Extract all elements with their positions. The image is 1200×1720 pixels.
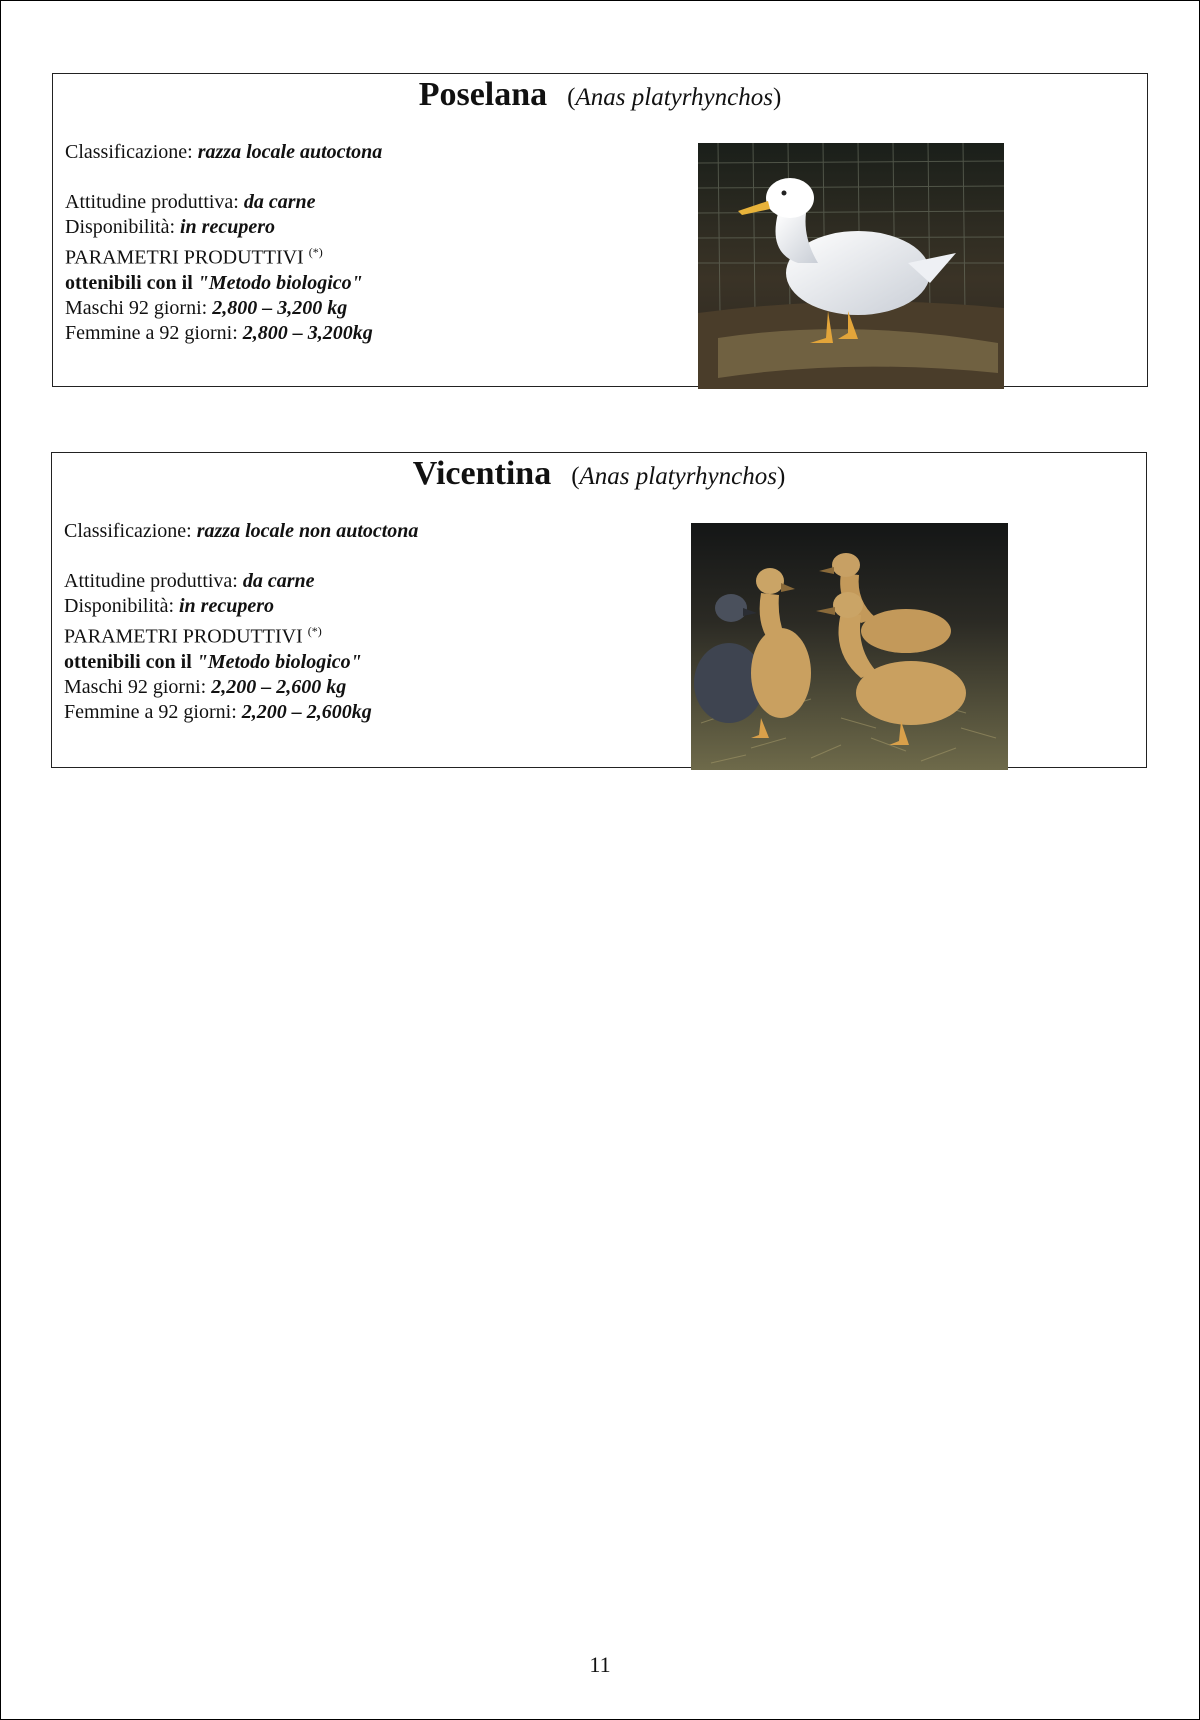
parametri-note: (*) [308, 245, 323, 259]
parametri-line [64, 619, 418, 650]
parametri-note: (*) [307, 624, 322, 638]
breed-name: Vicentina [412, 455, 552, 492]
species-name: Anas platyrhynchos [575, 84, 773, 111]
white-duck-photo [698, 143, 1004, 389]
breed-card-vicentina [51, 452, 1147, 768]
classificazione-label: Classificazione: [64, 520, 192, 542]
maschi-line [64, 675, 418, 700]
disponibilita-label: Disponibilità: [64, 595, 174, 617]
breed-info [65, 140, 382, 346]
femmine-value: 2,800 – 3,200kg [242, 321, 373, 344]
maschi-value: 2,800 – 3,200 kg [212, 296, 348, 319]
metodo-line [64, 650, 418, 675]
femmine-line [65, 321, 382, 346]
classificazione-value: razza locale autoctona [197, 141, 383, 163]
attitudine-value: da carne [243, 191, 316, 213]
attitudine-label: Attitudine produttiva: [65, 191, 239, 213]
breed-title [52, 455, 1146, 493]
maschi-label: Maschi 92 giorni: [64, 675, 207, 698]
femmine-label: Femmine a 92 giorni: [65, 321, 238, 344]
species-wrap: (Anas platyrhynchos) [571, 463, 786, 490]
disponibilita-value: in recupero [180, 216, 275, 238]
classificazione-line [64, 519, 418, 544]
metodo-line [65, 271, 382, 296]
femmine-line [64, 700, 418, 725]
classificazione-label: Classificazione: [65, 141, 193, 163]
disponibilita-label: Disponibilità: [65, 216, 175, 238]
attitudine-value: da carne [242, 570, 315, 592]
metodo-value: "Metodo biologico" [196, 650, 362, 673]
attitudine-label: Attitudine produttiva: [64, 570, 238, 592]
disponibilita-line [64, 594, 418, 619]
attitudine-line [65, 190, 382, 215]
disponibilita-value: in recupero [179, 595, 274, 617]
parametri-line [65, 240, 382, 271]
attitudine-line [64, 569, 418, 594]
maschi-label: Maschi 92 giorni: [65, 296, 208, 319]
species-wrap: (Anas platyrhynchos) [567, 84, 782, 111]
parametri-label: PARAMETRI PRODUTTIVI [64, 625, 303, 648]
metodo-prefix: ottenibili con il [64, 650, 192, 673]
parametri-label: PARAMETRI PRODUTTIVI [65, 246, 304, 269]
maschi-value: 2,200 – 2,600 kg [211, 675, 347, 698]
classificazione-value: razza locale non autoctona [196, 520, 419, 542]
breed-info [64, 519, 418, 725]
femmine-label: Femmine a 92 giorni: [64, 700, 237, 723]
disponibilita-line [65, 215, 382, 240]
breed-title [53, 76, 1147, 114]
classificazione-line [65, 140, 382, 165]
species-name: Anas platyrhynchos [579, 463, 777, 490]
brown-ducks-photo [691, 523, 1008, 770]
breed-name: Poselana [418, 76, 548, 113]
page-number: 11 [589, 1652, 611, 1677]
metodo-prefix: ottenibili con il [65, 271, 193, 294]
maschi-line [65, 296, 382, 321]
femmine-value: 2,200 – 2,600kg [241, 700, 372, 723]
breed-card-poselana [52, 73, 1148, 387]
metodo-value: "Metodo biologico" [197, 271, 363, 294]
